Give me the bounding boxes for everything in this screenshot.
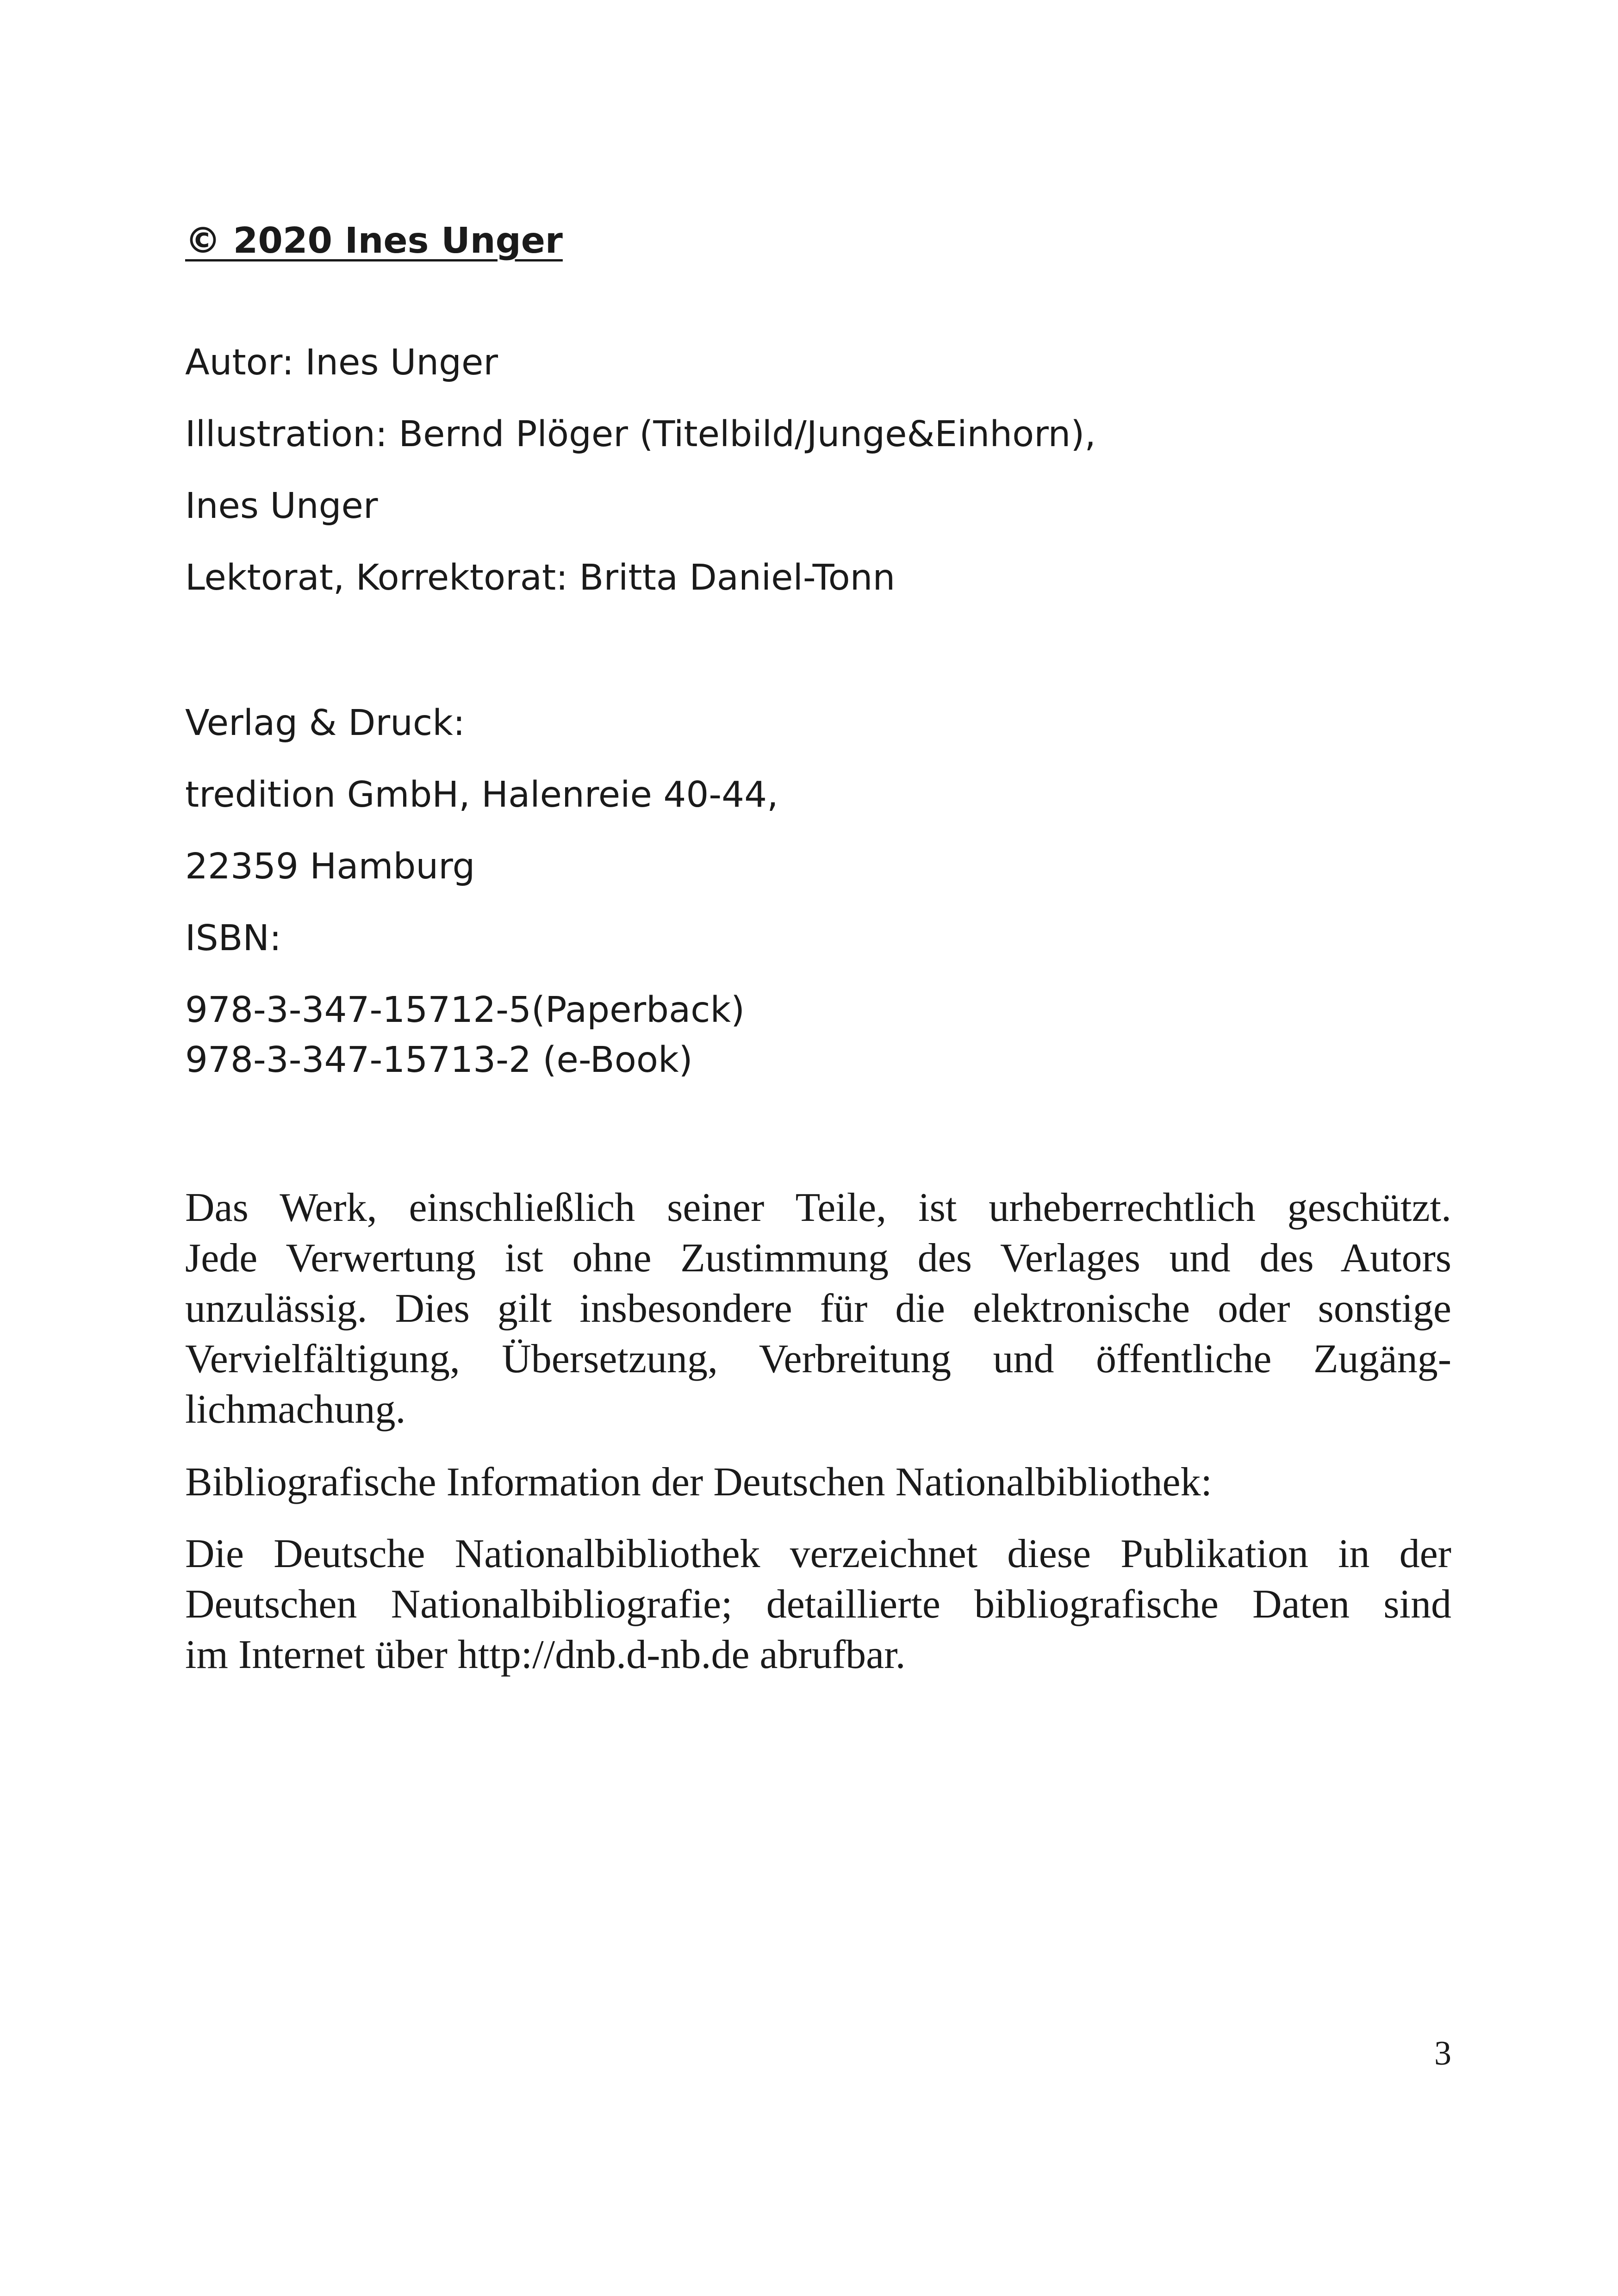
isbn-ebook: 978-3-347-15713-2 (e-Book) xyxy=(185,1039,693,1081)
copyright-paragraph xyxy=(185,1182,1451,1435)
paragraph-line: im Internet über http://dnb.d-nb.de abrufbar. xyxy=(185,1632,906,1677)
publisher-company: tredition GmbH, Halenreie 40-44, xyxy=(185,774,778,815)
bibliography-heading: Bibliografische Information der Deutschen Nationalbibliothek: xyxy=(185,1460,1212,1505)
copyright-notice: © 2020 Ines Unger xyxy=(185,220,563,261)
publisher-city: 22359 Hamburg xyxy=(185,846,475,887)
paragraph-line: Die Deutsche Nationalbibliothek verzeichnet diese Publikation in der xyxy=(185,1531,1451,1576)
illustration-line: Illustration: Bernd Plöger (Titelbild/Junge&Einhorn), xyxy=(185,414,1096,455)
paragraph-line: Vervielfältigung, Übersetzung, Verbreitung und öffentliche Zugäng- xyxy=(185,1337,1451,1381)
paragraph-line: Das Werk, einschließlich seiner Teile, ist urheberrechtlich geschützt. xyxy=(185,1185,1451,1230)
editing-line: Lektorat, Korrektorat: Britta Daniel-Tonn xyxy=(185,557,896,598)
paragraph-line: Deutschen Nationalbibliografie; detaillierte bibliografische Daten sind xyxy=(185,1582,1451,1627)
bibliography-paragraph xyxy=(185,1529,1451,1680)
author-line: Autor: Ines Unger xyxy=(185,342,498,383)
paragraph-line: lichmachung. xyxy=(185,1387,406,1432)
isbn-label: ISBN: xyxy=(185,918,281,959)
illustration-line-continued: Ines Unger xyxy=(185,485,378,527)
isbn-paperback: 978-3-347-15712-5(Paperback) xyxy=(185,989,745,1031)
page-number: 3 xyxy=(1434,2035,1451,2072)
paragraph-line: unzulässig. Dies gilt insbesondere für die elektronische oder sonstige xyxy=(185,1286,1451,1331)
publisher-label: Verlag & Druck: xyxy=(185,703,465,744)
paragraph-line: Jede Verwertung ist ohne Zustimmung des Verlages und des Autors xyxy=(185,1236,1451,1281)
